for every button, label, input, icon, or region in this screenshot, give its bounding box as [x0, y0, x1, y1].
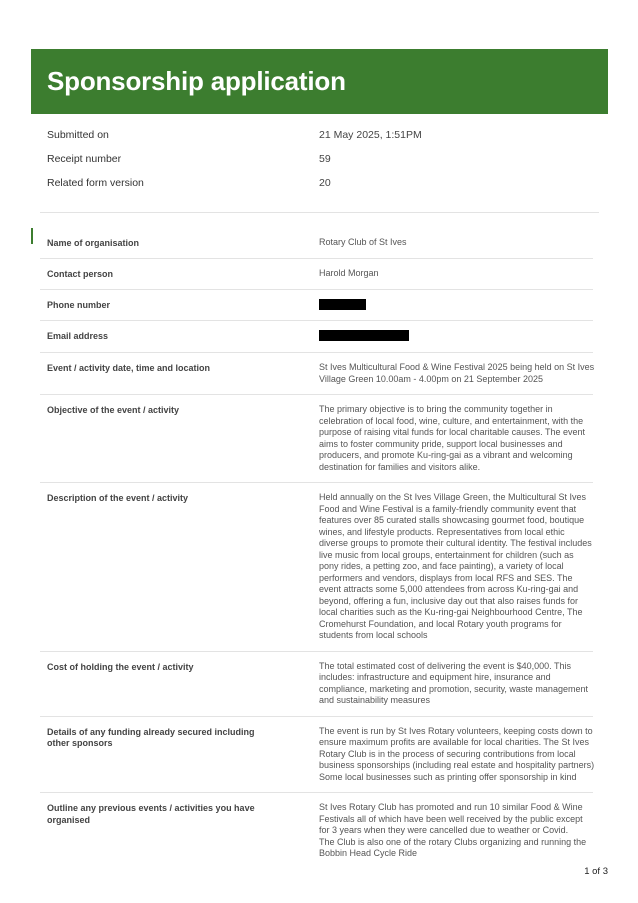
meta-value: 21 May 2025, 1:51PM	[319, 129, 422, 141]
field-label: Cost of holding the event / activity	[47, 661, 194, 672]
field-label: Email address	[47, 331, 109, 341]
meta-value: 59	[319, 153, 331, 165]
meta-label: Receipt number	[47, 153, 122, 165]
form-fields-list	[40, 228, 593, 869]
meta-label: Submitted on	[47, 129, 109, 141]
meta-row-submitted-on	[47, 129, 597, 145]
text-cursor-accent	[31, 228, 33, 244]
field-value: Rotary Club of St Ives	[319, 237, 407, 247]
field-label: Outline any previous events / activities you have organised	[47, 803, 255, 825]
field-value: Harold Morgan	[319, 268, 379, 278]
page-number: 1 of 3	[584, 866, 608, 877]
field-row-email	[40, 321, 593, 353]
field-label: Objective of the event / activity	[47, 405, 180, 415]
meta-label: Related form version	[47, 177, 144, 189]
field-value: St Ives Multicultural Food & Wine Festival 2025 being held on St Ives Village Green 10.00am - 4.00pm on 21 September 2025	[319, 362, 595, 384]
field-row-funding	[40, 717, 593, 794]
field-row-organisation	[40, 228, 593, 259]
header-bar	[31, 49, 608, 114]
field-row-description	[40, 483, 593, 652]
field-row-objective	[40, 395, 593, 483]
page-title: Sponsorship application	[47, 66, 346, 96]
redacted-block	[319, 330, 409, 341]
redacted-block	[319, 299, 366, 310]
field-value: The event is run by St Ives Rotary volunteers, keeping costs down to ensure maximum profits are available for local charities. The St Ives Rotary Club is in the process of securing contributions from local business sponsorships (including real estate and hospitality partners) Some local businesses such as printing offer sponsorship in kind	[319, 725, 595, 782]
field-value: The total estimated cost of delivering the event is $40,000. This includes: infrastructure and equipment hire, insurance and compliance, marketing and promotion, security, waste management and sustainability measures	[319, 660, 588, 705]
field-row-phone	[40, 290, 593, 321]
field-value: The primary objective is to bring the community together in celebration of local food, wine, culture, and entertainment, with the purpose of raising vital funds for local charitable causes. The event aims to foster community pride, support local businesses and producers, and promote Ku-ring-gai as a vibrant and welcoming destination for families and visitors alike.	[319, 404, 585, 472]
field-value	[319, 290, 595, 320]
meta-value: 20	[319, 177, 331, 189]
meta-row-receipt-number	[47, 153, 597, 169]
field-label: Description of the event / activity	[47, 493, 189, 503]
field-label: Event / activity date, time and location	[47, 363, 211, 373]
field-value	[319, 321, 595, 351]
field-label: Details of any funding already secured including other sponsors	[47, 726, 255, 748]
field-row-previous-events	[40, 793, 593, 869]
field-label: Contact person	[47, 269, 114, 279]
meta-row-form-version	[47, 177, 597, 193]
field-value: Held annually on the St Ives Village Green, the Multicultural St Ives Food and Wine Festival is a family-friendly community event that features over 85 curated stalls showcasing gourmet food, boutique wines, and lifestyle products. Representatives from local ethic diverse groups to promote their cultural identity. The festival includes live music from local groups, entertainment for children (such as pony rides, a petting zoo, and face painting), a variety of local performers and vendors, displays from local RFS and SES. The event attracts some 5,000 attendees from across Ku-ring-gai and beyond, offering a fun, inclusive day out that also raises funds for local charities such as the Ku-ring-gai Neighbourhood Centre, The Cromehurst Foundation, and local Rotary youth programs for students from local schools	[319, 492, 592, 640]
field-row-contact-person	[40, 259, 593, 290]
field-label: Phone number	[47, 300, 111, 310]
field-value: St Ives Rotary Club has promoted and run 10 similar Food & Wine Festivals all of which have been well received by the public except for 3 years when they were cancelled due to weather or Covid. The Club is also one of the rotary Clubs organizing and running the Bobbin Head Cycle Ride	[319, 802, 587, 858]
field-row-cost	[40, 652, 593, 717]
field-row-event-date	[40, 353, 593, 395]
field-label: Name of organisation	[47, 238, 140, 248]
section-divider	[40, 212, 599, 213]
